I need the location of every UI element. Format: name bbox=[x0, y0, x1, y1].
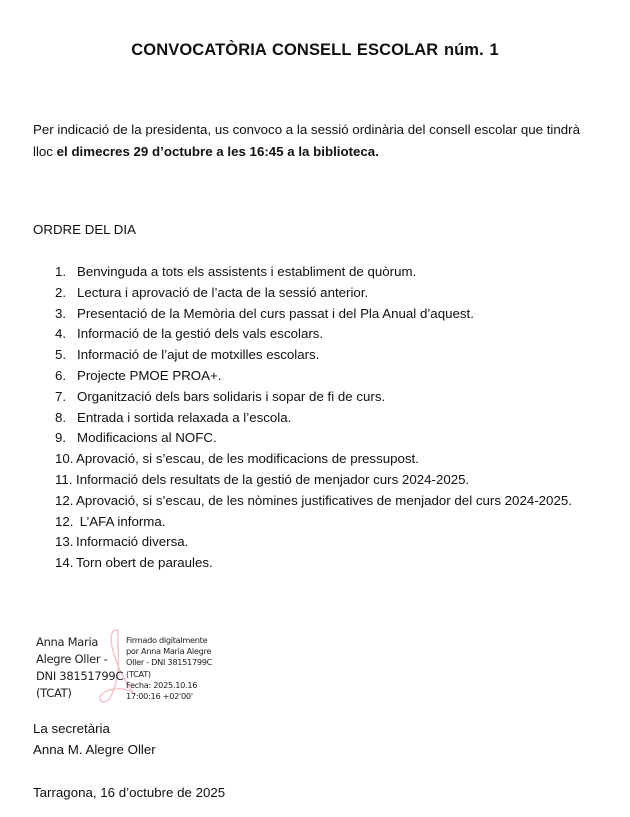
signature-detail-line: (TCAT) bbox=[126, 668, 151, 679]
agenda-item-text: Modificacions al NOFC. bbox=[77, 430, 217, 446]
agenda-item-number: 8. bbox=[55, 409, 67, 425]
meeting-details: el dimecres 29 d’octubre a les 16:45 a la biblioteca. bbox=[56, 144, 379, 159]
agenda-item-text: Benvinguda a tots els assistents i establiment de quòrum. bbox=[77, 264, 417, 279]
intro-line-2-prefix: lloc bbox=[33, 144, 57, 159]
place-and-date: Tarragona, 16 d’octubre de 2025 bbox=[33, 785, 226, 800]
agenda-item bbox=[55, 428, 572, 449]
agenda-item-text: Presentació de la Memòria del curs passat i del Pla Anual d’aquest. bbox=[77, 305, 474, 321]
agenda-list bbox=[55, 262, 572, 574]
agenda-item bbox=[55, 449, 572, 470]
agenda-item bbox=[55, 345, 572, 366]
agenda-item-text: Aprovació, si s’escau, de les modificacions de pressupost. bbox=[76, 451, 419, 467]
agenda-heading: ORDRE DEL DIA bbox=[33, 222, 136, 237]
signature-detail-line: por Anna Maria Alegre bbox=[126, 646, 212, 657]
agenda-item-number: 4. bbox=[55, 326, 67, 342]
agenda-item bbox=[55, 470, 572, 491]
agenda-item-number: 12. bbox=[55, 513, 74, 529]
agenda-item bbox=[55, 553, 572, 574]
agenda-item-text: Informació de l’ajut de motxilles escolars. bbox=[77, 347, 320, 363]
agenda-item bbox=[55, 512, 572, 533]
agenda-item bbox=[55, 491, 572, 512]
agenda-item-number: 5. bbox=[55, 347, 67, 363]
signature-detail-line: Fecha: 2025.10.16 bbox=[126, 679, 198, 690]
agenda-item bbox=[55, 408, 572, 429]
signer-role: La secretària bbox=[33, 721, 110, 736]
agenda-item-number: 9. bbox=[55, 430, 67, 446]
signature-name-line: Alegre Oller - bbox=[36, 652, 108, 666]
agenda-item-text: Aprovació, si s’escau, de les nòmines justificatives de menjador del curs 2024-2025. bbox=[76, 492, 572, 508]
agenda-item bbox=[55, 304, 572, 325]
intro-line-2 bbox=[33, 141, 613, 163]
agenda-item-text: Informació dels resultats de la gestió de menjador curs 2024-2025. bbox=[76, 471, 470, 487]
signature-detail-line: Firmado digitalmente bbox=[126, 635, 208, 645]
signature-name-line: (TCAT) bbox=[36, 686, 72, 700]
agenda-item-text: Informació de la gestió dels vals escolars. bbox=[77, 326, 324, 342]
agenda-item-text: Informació diversa. bbox=[76, 534, 189, 550]
agenda-item bbox=[55, 532, 572, 553]
intro-paragraph bbox=[33, 119, 613, 163]
agenda-item-text: Lectura i aprovació de l’acta de la sessió anterior. bbox=[77, 284, 369, 300]
agenda-item-number: 7. bbox=[55, 388, 67, 404]
agenda-item bbox=[55, 283, 572, 304]
agenda-item-number: 6. bbox=[55, 367, 67, 383]
agenda-item bbox=[55, 387, 572, 408]
agenda-item-number: 2. bbox=[55, 284, 67, 300]
agenda-item-number: 11. bbox=[55, 471, 73, 487]
signature-details bbox=[126, 635, 236, 702]
agenda-item-number: 13. bbox=[55, 534, 74, 550]
signature-name-line: Anna Maria bbox=[36, 635, 99, 649]
agenda-item bbox=[55, 262, 572, 283]
agenda-item-number: 12. bbox=[55, 492, 74, 508]
agenda-item bbox=[55, 324, 572, 345]
agenda-item-number: 14. bbox=[55, 555, 74, 571]
agenda-item-text: Organització dels bars solidaris i sopar de fi de curs. bbox=[77, 388, 386, 404]
agenda-item-text: L’AFA informa. bbox=[76, 513, 166, 529]
signature-name bbox=[36, 634, 131, 702]
signature-name-line: DNI 38151799C bbox=[36, 669, 124, 683]
digital-signature[interactable] bbox=[36, 634, 236, 706]
agenda-item bbox=[55, 366, 572, 387]
agenda-item-number: 1. bbox=[55, 264, 67, 279]
signer-name: Anna M. Alegre Oller bbox=[33, 742, 156, 757]
agenda-item-number: 10. bbox=[55, 451, 74, 467]
agenda-item-text: Entrada i sortida relaxada a l’escola. bbox=[77, 409, 292, 425]
document-title: CONVOCATÒRIA CONSELL ESCOLAR núm. 1 bbox=[131, 41, 499, 59]
signature-detail-line: 17:00:16 +02'00' bbox=[126, 691, 193, 702]
intro-line-1: Per indicació de la presidenta, us convoco a la sessió ordinària del consell escolar que tindrà bbox=[33, 122, 580, 137]
agenda-item-text: Projecte PMOE PROA+. bbox=[77, 367, 222, 383]
agenda-item-text: Torn obert de paraules. bbox=[76, 555, 213, 571]
agenda-item-number: 3. bbox=[55, 305, 67, 321]
signature-detail-line: Oller - DNI 38151799C bbox=[126, 657, 213, 668]
